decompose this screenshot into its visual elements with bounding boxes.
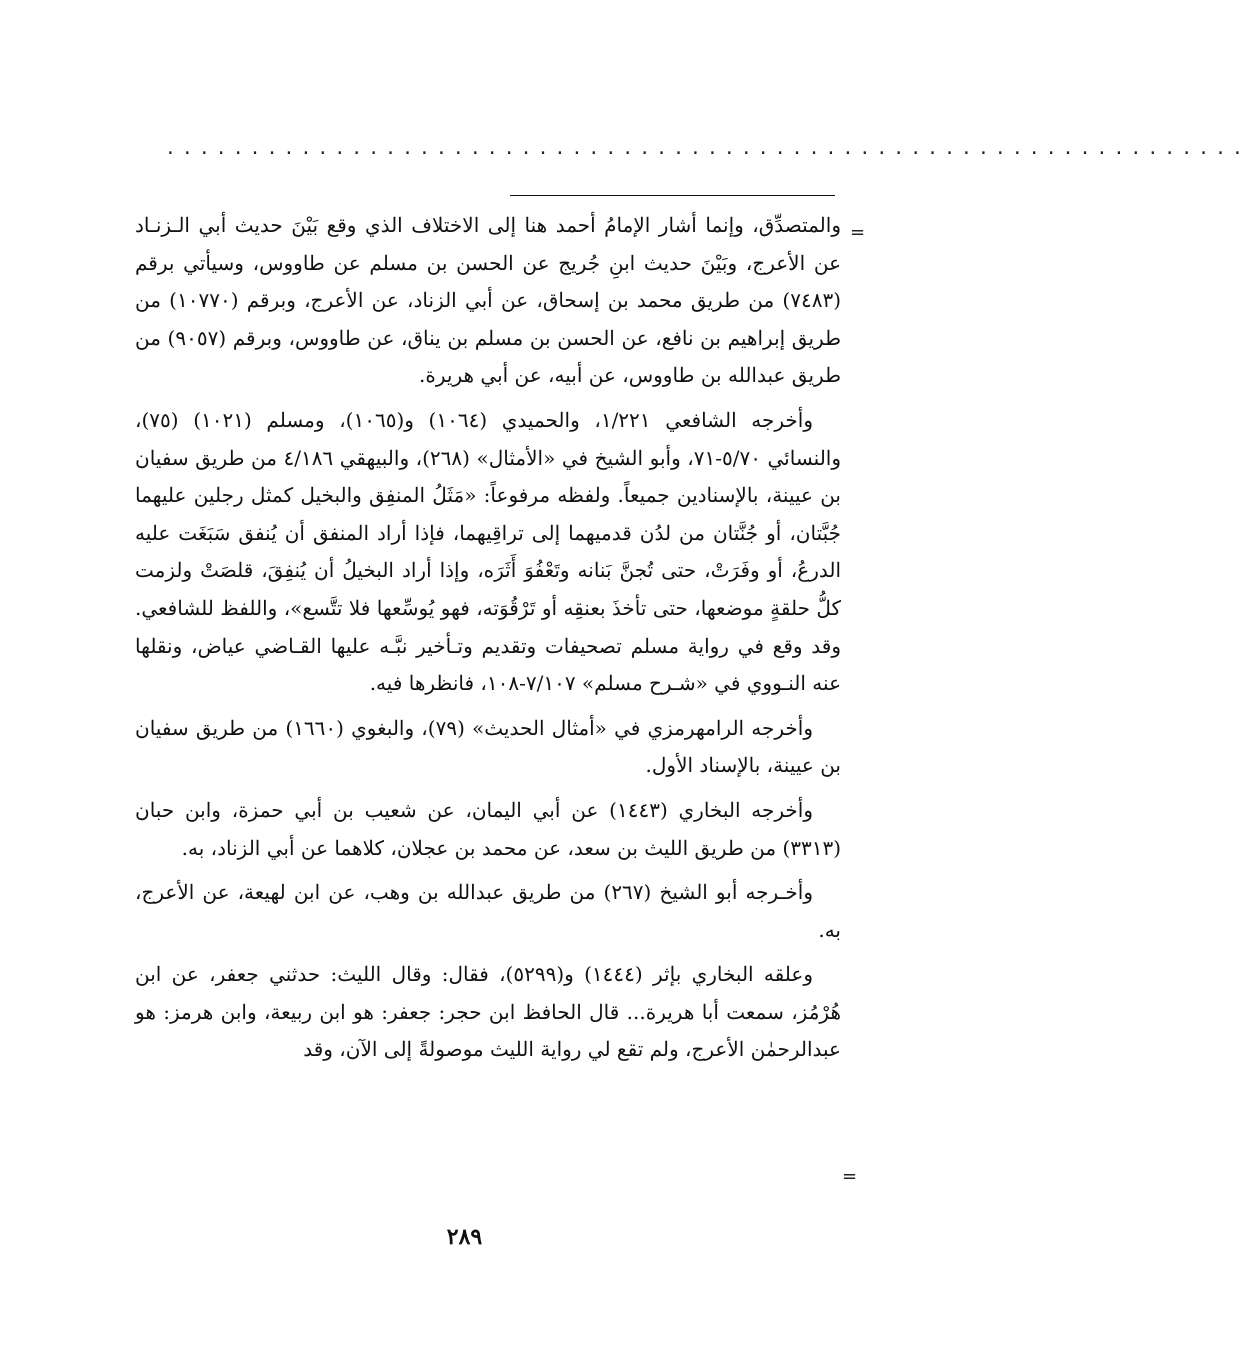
footnote-text xyxy=(135,207,841,1076)
footnote-paragraph: وأخـرجه أبو الشيخ (٢٦٧) من طريق عبدالله بن وهب، عن ابن لهيعة، عن الأعرج، به. xyxy=(135,880,841,942)
footnote-paragraph: وأخرجه البخاري (١٤٤٣) عن أبي اليمان، عن شعيب بن أبي حمزة، وابن حبان (٣٣١٣) من طريق الليث بن سعد، عن محمد بن عجلان، كلاهما عن أبي الزناد، به. xyxy=(135,797,841,860)
footnote-separator xyxy=(510,195,835,196)
footnote-paragraph: وعلقه البخاري بإثر (١٤٤٤) و(٥٢٩٩)، فقال: وقال الليث: حدثني جعفر، عن ابن هُرْمُز، سمعت أبا هريرة... قال الحافظ ابن حجر: جعفر: هو ابن ربيعة، وابن هرمز: هو عبدالرحمٰن الأعرج، ولم تقع لي رواية الليث موصولةً إلى الآن، وقد xyxy=(135,962,841,1062)
continuation-mark: = xyxy=(850,222,866,243)
header-dotted-rule: ................................................................ xyxy=(165,138,1249,159)
footnote-paragraph: وأخرجه الشافعي ١/٢٢١، والحميدي (١٠٦٤) و(١٠٦٥)، ومسلم (١٠٢١) (٧٥)، والنسائي ٥/٧٠-٧١، وأبو الشيخ في «الأمثال» (٢٦٨)، والبيهقي ٤/١٨٦ من طريق سفيان بن عيينة، بالإسنادين جميعاً. ولفظه مرفوعاً: «مَثَلُ المنفِق والبخيل كمثل رجلين عليهما جُبَّتان، أو جُنَّتان من لدُن قدميهما إلى تراقِيهما، فإذا أراد المنفق أن يُنفق سَبَغَت عليه الدرعُ، أو وفَرَتْ، حتى تُجنَّ بَنانه وتَعْفُوَ أَثَرَه، وإذا أراد البخيلُ أن يُنفِقَ، قلصَتْ ولزمت كلُّ حلقةٍ موضعها، حتى تأخذَ بعنقِه أو تَرْقُوَته، فهو يُوسِّعها فلا تتَّسع»، واللفظ للشافعي. وقد وقع في رواية مسلم تصحيفات وتقديم وتـأخير نبَّـه عليها القـاضي عياض، ونقلها عنه النـووي في «شـرح مسلم» ٧/١٠٧-١٠٨، فانظرها فيه. xyxy=(135,407,842,696)
continuation-mark-end: = xyxy=(842,1166,858,1187)
page-number: ٢٨٩ xyxy=(446,1224,483,1250)
footnote-paragraph: والمتصدِّق، وإنما أشار الإمامُ أحمد هنا إلى الاختلاف الذي وقع بَيْنَ حديث أبي الـزنـاد عن الأعرج، وبَيْنَ حديث ابنِ جُريج عن الحسن بن مسلم عن طاووس، وسيأتي برقم (٧٤٨٣) من طريق محمد بن إسحاق، عن أبي الزناد، عن الأعرج، وبرقم (١٠٧٧٠) من طريق إبراهيم بن نافع، عن الحسن بن مسلم بن يناق، عن طاووس، وبرقم (٩٠٥٧) من طريق عبدالله بن طاووس، عن أبيه، عن أبي هريرة. xyxy=(135,213,841,388)
footnote-paragraph: وأخرجه الرامهرمزي في «أمثال الحديث» (٧٩)، والبغوي (١٦٦٠) من طريق سفيان بن عيينة، بالإسناد الأول. xyxy=(135,715,841,778)
